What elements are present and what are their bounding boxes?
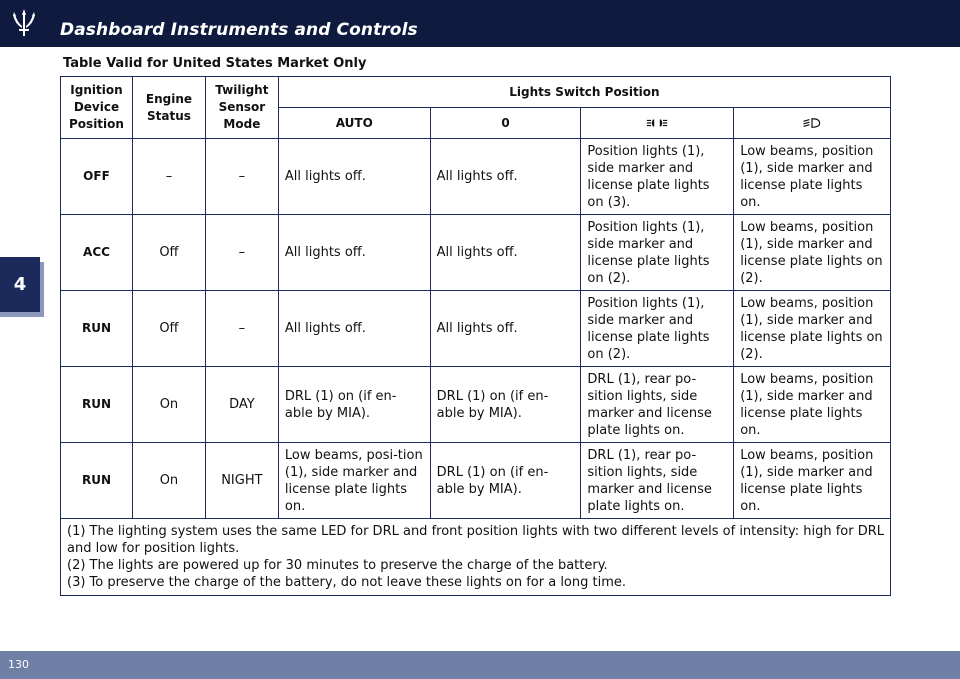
table-row [61,291,891,367]
parking-cell: DRL (1), rear po-sition lights, side marker and license plate lights on. [581,367,734,443]
table-row [61,215,891,291]
table-row [61,443,891,519]
zero-cell: All lights off. [430,139,581,215]
table-row [61,367,891,443]
auto-cell: All lights off. [278,215,430,291]
notes-row [61,519,891,596]
note-1: (1) The lighting system uses the same LED for DRL and front position lights with two different levels of intensity: high for DRL and low for position lights. [67,524,885,556]
ignition-cell: RUN [61,291,133,367]
twilight-cell: DAY [205,367,278,443]
zero-cell: All lights off. [430,215,581,291]
lights-table [60,76,891,596]
auto-cell: All lights off. [278,291,430,367]
page-header [0,0,960,47]
col-lights-header: Lights Switch Position [278,77,890,108]
switch-lowbeam-header [734,108,891,139]
low-beam-icon [801,116,823,130]
parking-cell: Position lights (1), side marker and license plate lights on (2). [581,215,734,291]
parking-lights-icon [646,116,668,130]
auto-cell: DRL (1) on (if en-able by MIA). [278,367,430,443]
header-row [61,77,891,108]
engine-cell: – [132,139,205,215]
table-notes [61,519,891,596]
ignition-cell: OFF [61,139,133,215]
lowbeam-cell: Low beams, position (1), side marker and license plate lights on (2). [734,215,891,291]
parking-cell: Position lights (1), side marker and license plate lights on (2). [581,291,734,367]
twilight-cell: – [205,291,278,367]
lowbeam-cell: Low beams, position (1), side marker and license plate lights on. [734,367,891,443]
ignition-cell: RUN [61,367,133,443]
engine-cell: Off [132,291,205,367]
engine-cell: On [132,367,205,443]
engine-cell: Off [132,215,205,291]
auto-cell: Low beams, posi-tion (1), side marker and license plate lights on. [278,443,430,519]
twilight-cell: – [205,139,278,215]
table-caption: Table Valid for United States Market Only [63,56,367,71]
table-row [61,139,891,215]
twilight-cell: NIGHT [205,443,278,519]
lowbeam-cell: Low beams, position (1), side marker and license plate lights on. [734,139,891,215]
page-number: 130 [8,658,29,671]
auto-cell: All lights off. [278,139,430,215]
trident-logo-icon [6,6,42,42]
parking-cell: Position lights (1), side marker and license plate lights on (3). [581,139,734,215]
switch-auto-header: AUTO [278,108,430,139]
ignition-cell: RUN [61,443,133,519]
switch-parking-header [581,108,734,139]
section-title: Dashboard Instruments and Controls [60,20,418,40]
zero-cell: All lights off. [430,291,581,367]
ignition-cell: ACC [61,215,133,291]
note-2: (2) The lights are powered up for 30 minutes to preserve the charge of the battery. [67,558,608,573]
parking-cell: DRL (1), rear po-sition lights, side marker and license plate lights on. [581,443,734,519]
zero-cell: DRL (1) on (if en-able by MIA). [430,367,581,443]
lowbeam-cell: Low beams, position (1), side marker and license plate lights on (2). [734,291,891,367]
col-engine-header: Engine Status [132,77,205,139]
engine-cell: On [132,443,205,519]
note-3: (3) To preserve the charge of the battery, do not leave these lights on for a long time. [67,575,627,590]
col-ignition-header: Ignition Device Position [61,77,133,139]
switch-zero-header: 0 [430,108,581,139]
chapter-tab: 4 [0,257,40,312]
twilight-cell: – [205,215,278,291]
page-footer [0,651,960,679]
zero-cell: DRL (1) on (if en-able by MIA). [430,443,581,519]
lowbeam-cell: Low beams, position (1), side marker and license plate lights on. [734,443,891,519]
col-twilight-header: Twilight Sensor Mode [205,77,278,139]
